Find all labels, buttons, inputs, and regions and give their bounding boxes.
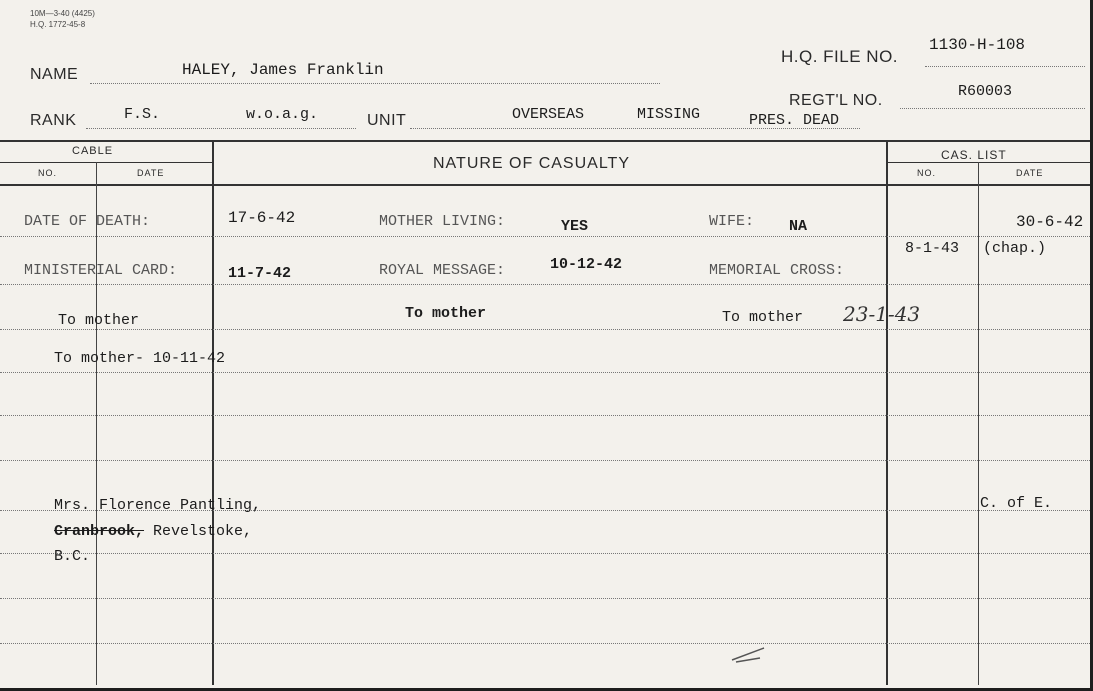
- name-value: HALEY, James Franklin: [182, 61, 384, 79]
- wife-label: WIFE:: [709, 213, 755, 230]
- to-mother-1: To mother: [58, 312, 140, 329]
- form-code-1: 10M—3-40 (4425): [30, 9, 95, 18]
- col-line-3: [886, 140, 888, 685]
- address-line-1: Mrs. Florence Pantling,: [54, 497, 262, 514]
- cable-no-header: NO.: [38, 168, 58, 178]
- regt-no-label: REGT'L NO.: [789, 92, 883, 109]
- wife-value: NA: [789, 218, 808, 235]
- crossed-town: Cranbrook,: [54, 523, 145, 540]
- row-line: [0, 284, 1090, 285]
- cable-sub-rule: [0, 162, 213, 163]
- ministerial-card-label: MINISTERIAL CARD:: [24, 262, 178, 279]
- row-line: [0, 372, 1090, 373]
- date-of-death-value: 17-6-42: [228, 209, 296, 227]
- cable-header: CABLE: [72, 145, 114, 157]
- cas-date-header: DATE: [1016, 168, 1044, 178]
- row-line: [0, 598, 1090, 599]
- pres-dead: PRES. DEAD: [749, 112, 840, 129]
- row-line: [0, 553, 1090, 554]
- to-mother-3: To mother: [722, 309, 804, 326]
- town: Revelstoke,: [153, 523, 253, 540]
- royal-message-value: 10-12-42: [550, 256, 623, 273]
- cas-list-header: CAS. LIST: [941, 148, 1007, 162]
- mother-living-value: YES: [561, 218, 589, 235]
- col-line-4: [978, 162, 979, 685]
- address-line-3: B.C.: [54, 548, 91, 565]
- chap-note: (chap.): [983, 240, 1047, 257]
- date-of-death-label: DATE OF DEATH:: [24, 213, 151, 230]
- chap-date: 8-1-43: [905, 240, 960, 257]
- row-line: [0, 329, 1090, 330]
- hq-file-dots: [925, 66, 1085, 67]
- rank-label: RANK: [30, 112, 77, 129]
- name-dots: [90, 83, 660, 84]
- cas-no-header: NO.: [917, 168, 937, 178]
- name-label: NAME: [30, 66, 79, 83]
- rank-dots: [86, 128, 356, 129]
- rank-value: F.S.: [124, 106, 161, 123]
- row-line: [0, 236, 1090, 237]
- row-line: [0, 415, 1090, 416]
- to-mother-date: To mother- 10-11-42: [54, 350, 226, 367]
- pen-mark-icon: [730, 640, 770, 666]
- header-bottom-rule: [0, 184, 1090, 186]
- col-line-1: [96, 162, 97, 685]
- missing-stamp: MISSING: [637, 106, 701, 123]
- row-line: [0, 643, 1090, 644]
- form-code-2: H.Q. 1772-45-8: [30, 20, 86, 29]
- nature-header: NATURE OF CASUALTY: [433, 155, 630, 172]
- rank-extra: w.o.a.g.: [246, 106, 319, 123]
- address-line-2: [54, 523, 252, 540]
- ministerial-card-value: 11-7-42: [228, 265, 292, 282]
- cas-list-date: 30-6-42: [1016, 213, 1084, 231]
- royal-message-label: ROYAL MESSAGE:: [379, 262, 506, 279]
- cable-date-header: DATE: [137, 168, 165, 178]
- to-mother-2: To mother: [405, 305, 487, 322]
- hq-file-label: H.Q. FILE NO.: [781, 47, 899, 66]
- top-rule: [0, 140, 1090, 142]
- row-line: [0, 460, 1090, 461]
- regt-no-value: R60003: [958, 83, 1013, 100]
- regt-no-dots: [900, 108, 1085, 109]
- mother-living-label: MOTHER LIVING:: [379, 213, 506, 230]
- hq-file-value: 1130-H-108: [929, 36, 1026, 54]
- col-line-2: [212, 140, 214, 685]
- religion: C. of E.: [980, 495, 1053, 512]
- cas-sub-rule: [886, 162, 1090, 163]
- unit-value: OVERSEAS: [512, 106, 585, 123]
- unit-label: UNIT: [367, 112, 407, 129]
- memorial-cross-label: MEMORIAL CROSS:: [709, 262, 845, 279]
- handwritten-date: 23-1-43: [843, 302, 921, 326]
